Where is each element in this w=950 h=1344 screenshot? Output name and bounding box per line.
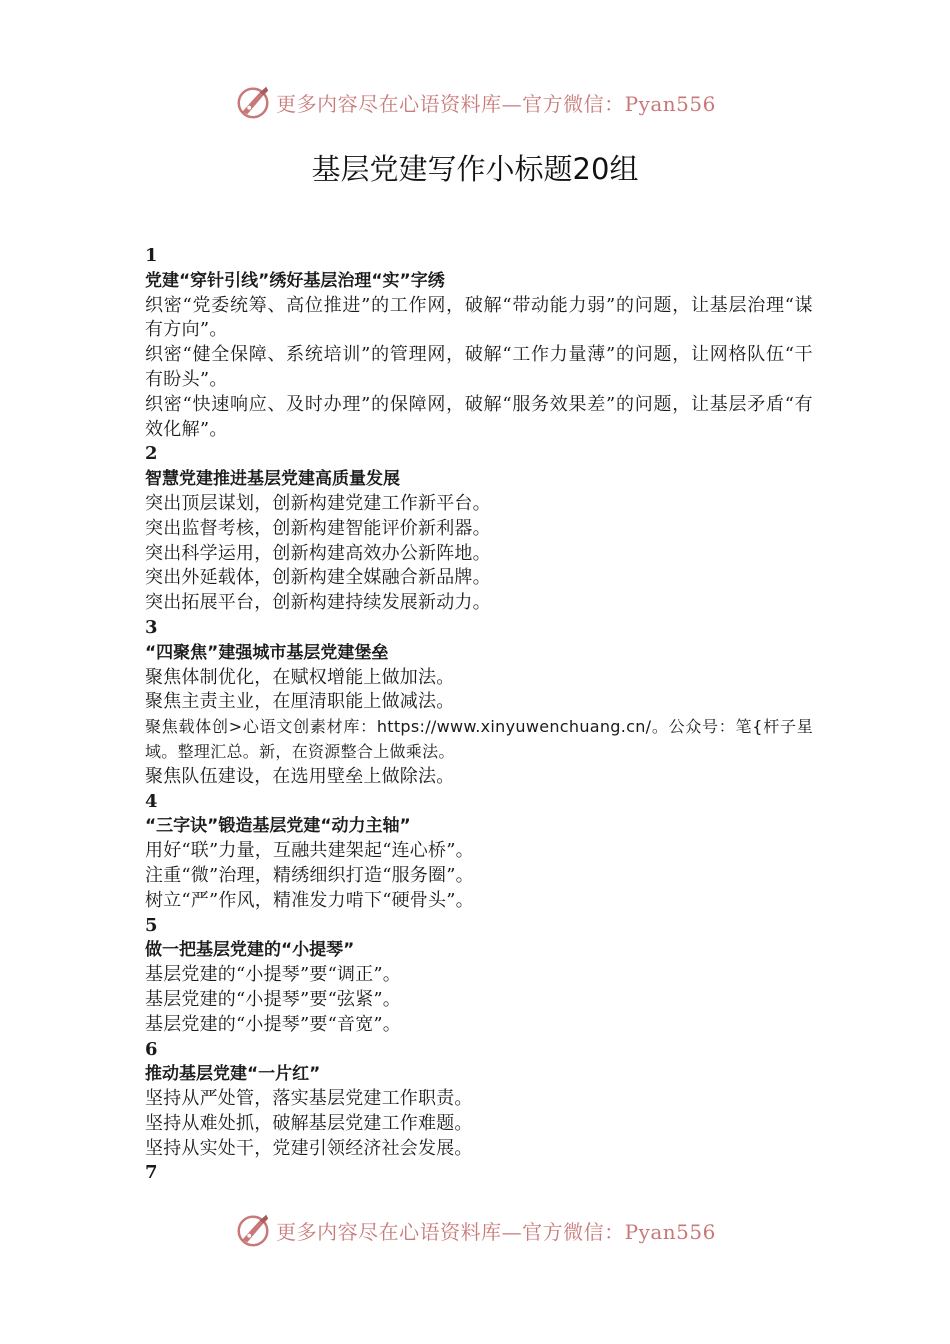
paragraph: 注重“微”治理，精绣细织打造“服务圈”。 [145,864,474,886]
section-heading: 做一把基层党建的“小提琴” [145,940,355,961]
section-number: 6 [145,1038,158,1060]
paragraph: 坚持从严处管，落实基层党建工作职责。 [145,1088,473,1110]
paragraph: 树立“严”作风，精准发力啃下“硬骨头”。 [145,889,474,911]
document-body [145,244,813,1186]
paragraph: 聚焦体制优化，在赋权增能上做加法。 [145,666,455,688]
pen-nib-circle-icon [234,1211,272,1249]
paragraph: 基层党建的“小提琴”要“弦紧”。 [145,988,402,1010]
paragraph: 聚焦主责主业，在厘清职能上做减法。 [145,691,455,713]
section-number: 4 [145,790,158,812]
section-heading: 智慧党建推进基层党建高质量发展 [145,469,400,490]
section-heading: 党建“穿针引线”绣好基层治理“实”字绣 [145,270,445,291]
banner-text: 更多内容尽在心语资料库—官方微信：Pyan556 [276,1219,716,1244]
page-title: 基层党建写作小标题20组 [311,152,639,186]
paragraph: 织密“党委统筹、高位推进”的工作网，破解“带动能力弱”的问题，让基层治理“谋有方向”。 [145,294,813,341]
paragraph: 坚持从难处抓，破解基层党建工作难题。 [145,1112,473,1134]
paragraph: 突出外延载体，创新构建全媒融合新品牌。 [145,567,491,589]
section-heading: “三字诀”锻造基层党建“动力主轴” [145,816,411,837]
banner-text: 更多内容尽在心语资料库—官方微信：Pyan556 [276,91,716,116]
header-banner [0,80,950,124]
section-heading: “四聚焦”建强城市基层党建堡垒 [145,642,389,663]
paragraph: 聚焦队伍建设，在选用壁垒上做除法。 [145,765,455,787]
section-number: 7 [145,1162,158,1184]
paragraph: 用好“联”力量，互融共建架起“连心桥”。 [145,840,474,862]
section-number: 5 [145,914,158,936]
section-number: 3 [145,616,158,638]
pen-nib-circle-icon [234,83,272,121]
paragraph: 突出顶层谋划，创新构建党建工作新平台。 [145,492,491,514]
paragraph: 突出监督考核，创新构建智能评价新利器。 [145,517,491,539]
paragraph: 织密“健全保障、系统培训”的管理网，破解“工作力量薄”的问题，让网格队伍“干有盼头”。 [145,344,813,390]
footer-banner [0,1208,950,1252]
paragraph: 基层党建的“小提琴”要“音宽”。 [145,1013,402,1035]
paragraph: 织密“快速响应、及时办理”的保障网，破解“服务效果差”的问题，让基层矛盾“有效化解”。 [145,393,813,440]
paragraph: 坚持从实处干，党建引领经济社会发展。 [145,1137,473,1159]
section-number: 2 [145,443,158,465]
paragraph: 基层党建的“小提琴”要“调正”。 [145,964,402,986]
paragraph: 突出科学运用，创新构建高效办公新阵地。 [145,542,491,564]
paragraph: 突出拓展平台，创新构建持续发展新动力。 [145,592,491,614]
section-number: 1 [145,245,158,266]
watermark-paragraph: 聚焦载体创>心语文创素材库：https://www.xinyuwenchuang.cn/。公众号：笔{杆子星域。整理汇总。新，在资源整合上做乘法。 [145,717,813,761]
section-heading: 推动基层党建“一片红” [145,1064,321,1085]
